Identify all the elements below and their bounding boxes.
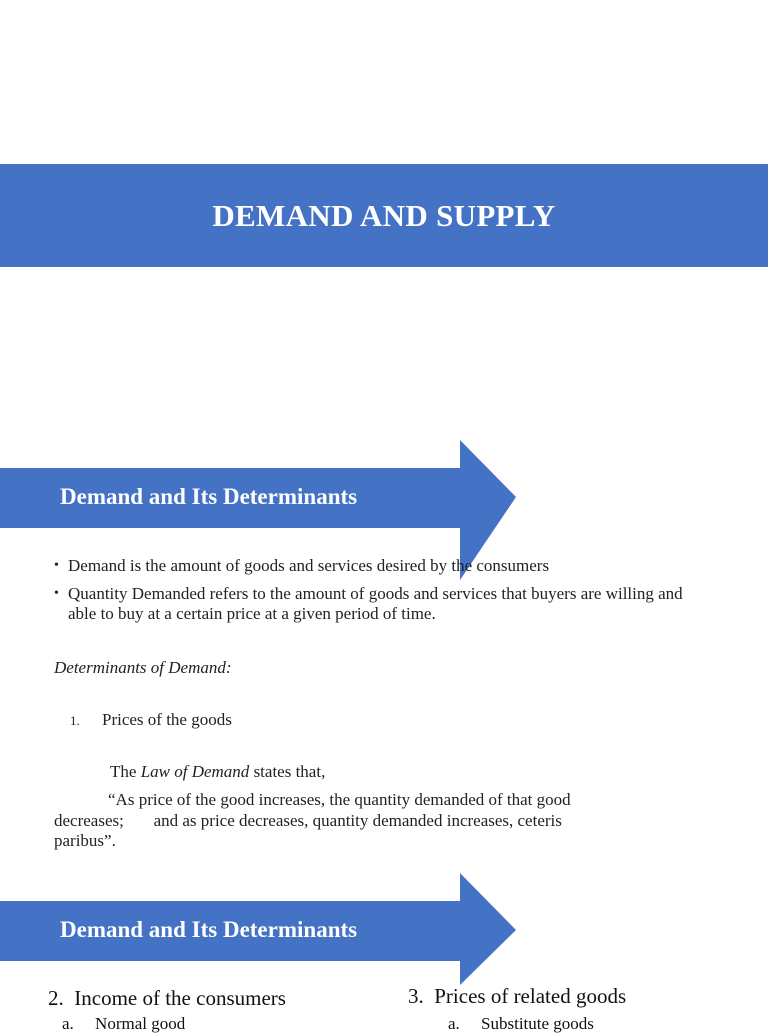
sub-item: a. Normal good bbox=[62, 1014, 186, 1033]
sub-item: a. Substitute goods bbox=[448, 1014, 594, 1033]
bullet-icon: • bbox=[54, 558, 59, 573]
section-heading: Demand and Its Determinants bbox=[60, 917, 358, 942]
bullet-icon: • bbox=[54, 586, 59, 601]
page-title: DEMAND AND SUPPLY bbox=[212, 197, 556, 233]
determinant-income: 2. Income of the consumers bbox=[48, 986, 286, 1010]
title-banner bbox=[0, 164, 768, 267]
item-label: Prices of the goods bbox=[102, 710, 232, 729]
item-number: 1. bbox=[70, 713, 80, 728]
determinant-related-goods: 3. Prices of related goods bbox=[408, 984, 627, 1008]
law-statement: The Law of Demand states that, bbox=[110, 762, 326, 781]
bullet-item: • Demand is the amount of goods and services desired by the consumers bbox=[54, 556, 550, 575]
quote-line: decreases; and as price decreases, quantity demanded increases, ceteris bbox=[54, 811, 562, 830]
quote-line: “As price of the good increases, the quantity demanded of that good bbox=[108, 790, 571, 809]
section-arrow-2 bbox=[0, 873, 520, 987]
determinants-label: Determinants of Demand: bbox=[54, 658, 232, 677]
quote-line: paribus”. bbox=[54, 831, 116, 850]
bullet-item: • Quantity Demanded refers to the amount of goods and services that buyers are willing and able to buy at a certain price at a given period of time. bbox=[54, 584, 683, 623]
section-heading: Demand and Its Determinants bbox=[60, 484, 358, 509]
